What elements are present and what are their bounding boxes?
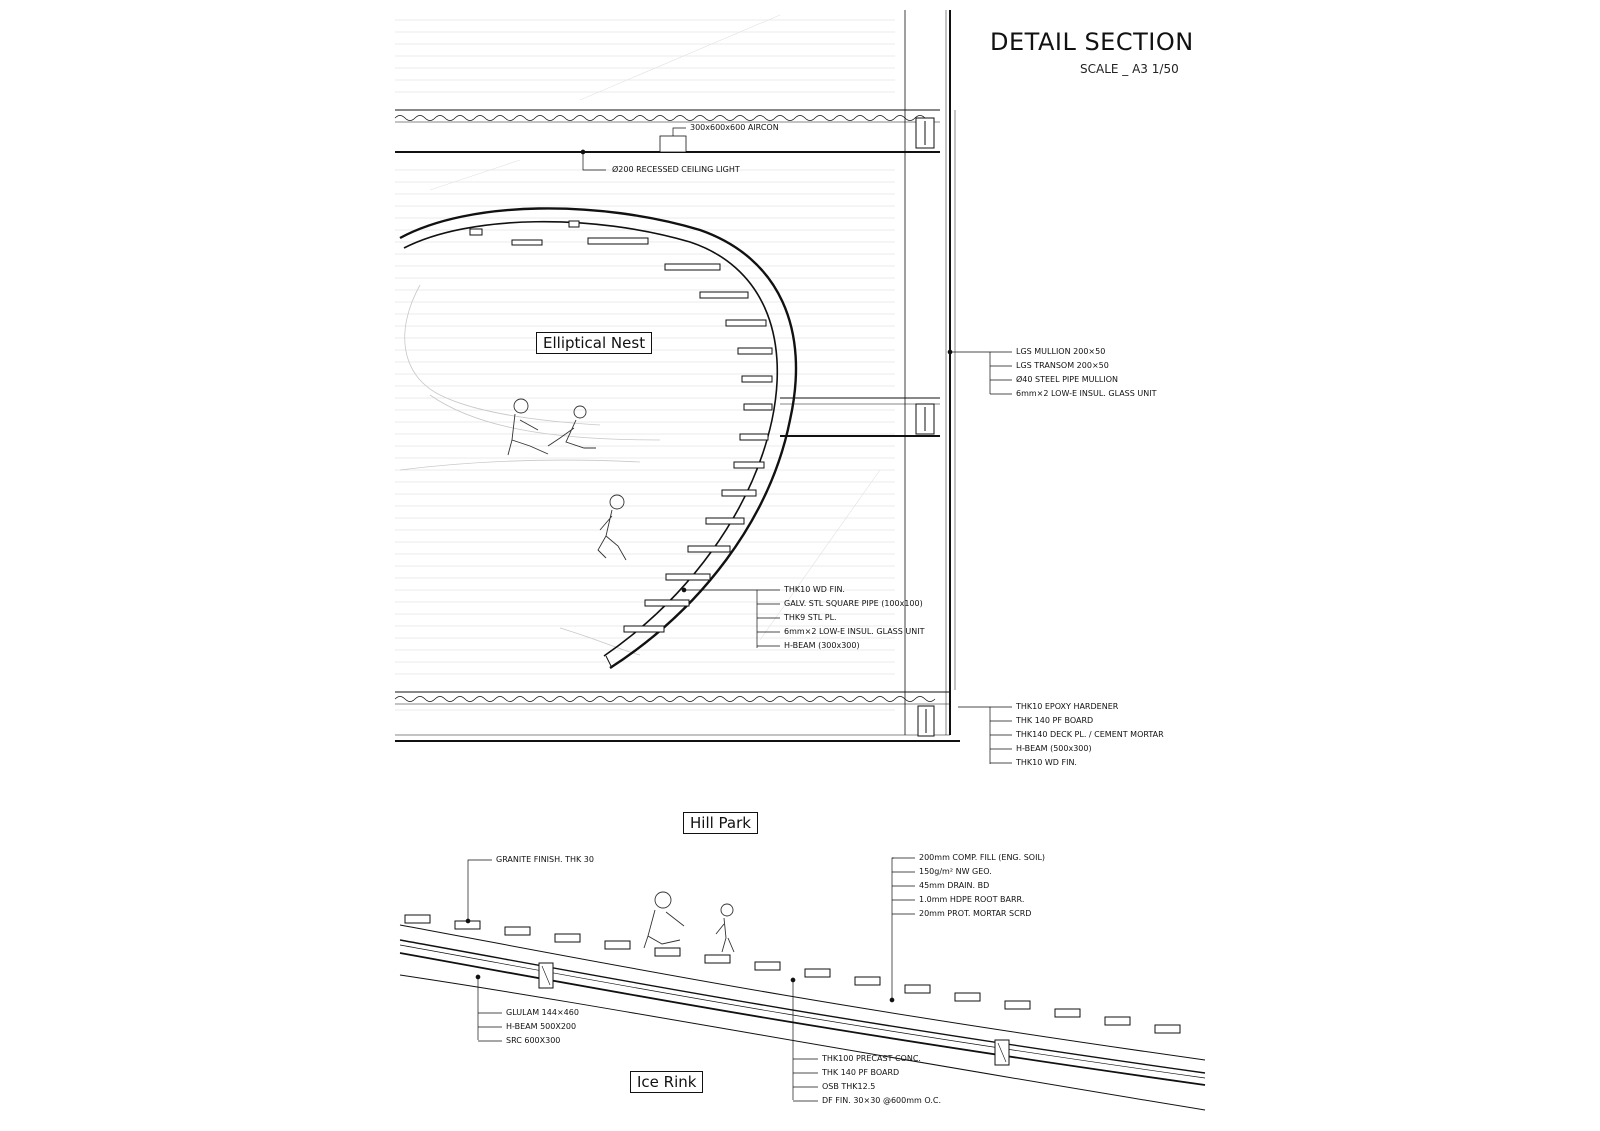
leader-lines [466,128,1012,1101]
drawing-scale: SCALE _ A3 1/50 [1080,62,1179,76]
child-figure [716,904,734,952]
floor-note: THK140 DECK PL. / CEMENT MORTAR [1016,730,1164,739]
nest-shell-note: 6mm×2 LOW-E INSUL. GLASS UNIT [784,627,925,636]
nest-shell-note: THK10 WD FIN. [784,585,845,594]
person-crouching-figure [598,495,626,560]
ceiling-light-note: Ø200 RECESSED CEILING LIGHT [612,165,740,174]
person-standing-figure [644,892,684,948]
granite-note: GRANITE FINISH. THK 30 [496,855,594,864]
glulam-note: GLULAM 144×460 [506,1008,579,1017]
floor-note: THK 140 PF BOARD [1016,716,1094,725]
roof-note: THK100 PRECAST CONC. [822,1054,921,1063]
upper-slab [395,110,940,152]
nest-shell-note: GALV. STL SQUARE PIPE (100x100) [784,599,923,608]
glulam-note: SRC 600X300 [506,1036,561,1045]
mullion-note: Ø40 STEEL PIPE MULLION [1016,375,1119,384]
drawing-title: DETAIL SECTION [990,28,1194,56]
floor-note: THK10 EPOXY HARDENER [1016,702,1119,711]
roof-note: DF FIN. 30×30 @600mm O.C. [822,1096,941,1105]
h-beam-upper [916,118,934,148]
roof-note: THK 140 PF BOARD [822,1068,900,1077]
mullion-note: LGS MULLION 200×50 [1016,347,1106,356]
nest-shell-note: THK9 STL PL. [784,613,837,622]
soil-note: 200mm COMP. FILL (ENG. SOIL) [919,853,1046,862]
floor-slab [395,692,960,741]
nest-shell-note: H-BEAM (300x300) [784,641,860,650]
mullion-note: 6mm×2 LOW-E INSUL. GLASS UNIT [1016,389,1157,398]
elliptical-nest-label: Elliptical Nest [536,332,652,354]
soil-note: 150g/m² NW GEO. [919,867,992,876]
hill-park-label: Hill Park [683,812,758,834]
soil-note: 20mm PROT. MORTAR SCRD [919,909,1032,918]
person-sitting-figure [508,399,596,455]
floor-note: H-BEAM (500x300) [1016,744,1092,753]
aircon-note: 300x600x600 AIRCON [690,123,779,132]
mullion-note: LGS TRANSOM 200×50 [1016,361,1109,370]
ice-rink-label: Ice Rink [630,1071,703,1093]
roof-note: OSB THK12.5 [822,1082,876,1091]
soil-note: 45mm DRAIN. BD [919,881,990,890]
glulam-note: H-BEAM 500X200 [506,1022,577,1031]
middle-slab [780,398,940,436]
soil-note: 1.0mm HDPE ROOT BARR. [919,895,1025,904]
floor-note: THK10 WD FIN. [1016,758,1077,767]
